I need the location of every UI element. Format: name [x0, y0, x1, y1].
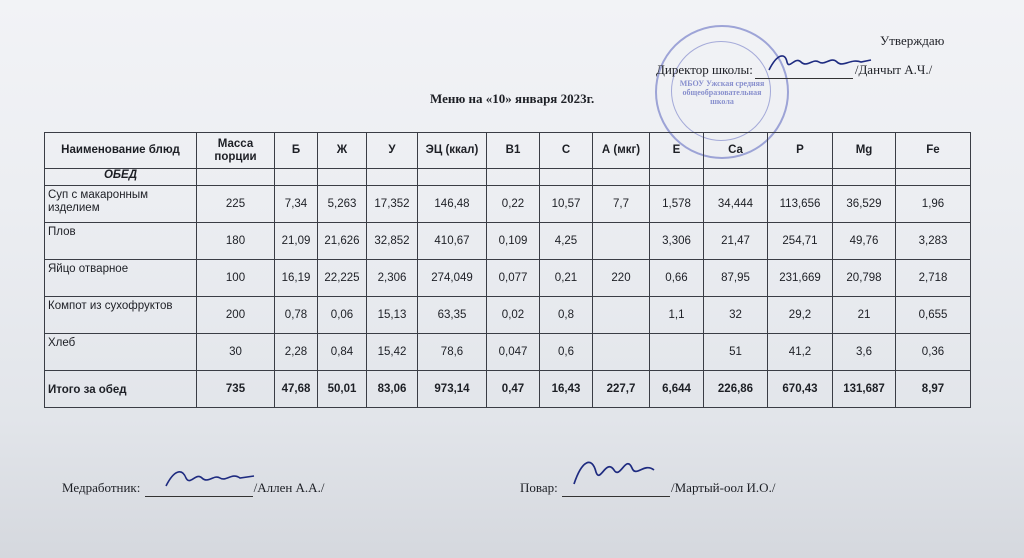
col-header: Mg	[833, 133, 896, 169]
dish-name: Компот из сухофруктов	[45, 297, 197, 334]
medic-label: Медработник:	[62, 480, 141, 495]
value-cell: 41,2	[768, 334, 833, 371]
col-header: Масса порции	[197, 133, 275, 169]
value-cell: 3,306	[650, 223, 704, 260]
dish-name: Хлеб	[45, 334, 197, 371]
dish-rows	[45, 186, 971, 408]
value-cell: 0,22	[487, 186, 540, 223]
value-cell: 3,6	[833, 334, 896, 371]
empty-cell	[367, 169, 418, 186]
value-cell: 0,6	[540, 334, 593, 371]
total-row	[45, 371, 971, 408]
empty-cell	[650, 169, 704, 186]
director-label: Директор школы:	[656, 62, 753, 77]
value-cell: 0,78	[275, 297, 318, 334]
col-header: Е	[650, 133, 704, 169]
value-cell: 50,01	[318, 371, 367, 408]
stamp-text: МБОУ Ужская средняя общеобразовательная школа	[679, 79, 765, 106]
value-cell: 3,283	[896, 223, 971, 260]
value-cell: 49,76	[833, 223, 896, 260]
value-cell: 21,47	[704, 223, 768, 260]
value-cell: 21,626	[318, 223, 367, 260]
value-cell: 34,444	[704, 186, 768, 223]
col-header: Са	[704, 133, 768, 169]
value-cell: 131,687	[833, 371, 896, 408]
value-cell: 0,06	[318, 297, 367, 334]
value-cell: 227,7	[593, 371, 650, 408]
empty-cell	[540, 169, 593, 186]
col-header: Р	[768, 133, 833, 169]
value-cell: 5,263	[318, 186, 367, 223]
table-row	[45, 260, 971, 297]
value-cell	[593, 334, 650, 371]
value-cell: 200	[197, 297, 275, 334]
value-cell: 0,8	[540, 297, 593, 334]
dish-name: Плов	[45, 223, 197, 260]
value-cell: 4,25	[540, 223, 593, 260]
dish-name: Суп с макаронным изделием	[45, 186, 197, 223]
col-header: Б	[275, 133, 318, 169]
medic-name: /Аллен А.А./	[253, 480, 325, 495]
cook-signature	[566, 450, 666, 490]
col-header: В1	[487, 133, 540, 169]
value-cell: 100	[197, 260, 275, 297]
section-label: ОБЕД	[45, 169, 197, 186]
value-cell: 0,02	[487, 297, 540, 334]
col-header: Наименование блюд	[45, 133, 197, 169]
empty-cell	[275, 169, 318, 186]
value-cell: 51	[704, 334, 768, 371]
value-cell: 32,852	[367, 223, 418, 260]
value-cell: 225	[197, 186, 275, 223]
value-cell: 10,57	[540, 186, 593, 223]
value-cell: 0,84	[318, 334, 367, 371]
col-header: ЭЦ (ккал)	[418, 133, 487, 169]
value-cell: 1,1	[650, 297, 704, 334]
value-cell: 220	[593, 260, 650, 297]
value-cell: 254,71	[768, 223, 833, 260]
table-row	[45, 334, 971, 371]
value-cell: 16,19	[275, 260, 318, 297]
value-cell: 670,43	[768, 371, 833, 408]
approve-label: Утверждаю	[880, 33, 945, 48]
value-cell: 146,48	[418, 186, 487, 223]
value-cell: 6,644	[650, 371, 704, 408]
value-cell: 32	[704, 297, 768, 334]
empty-cell	[418, 169, 487, 186]
value-cell: 78,6	[418, 334, 487, 371]
cook-name: /Мартый-оол И.О./	[671, 480, 776, 495]
value-cell: 2,718	[896, 260, 971, 297]
value-cell: 735	[197, 371, 275, 408]
value-cell: 180	[197, 223, 275, 260]
value-cell: 63,35	[418, 297, 487, 334]
value-cell: 47,68	[275, 371, 318, 408]
value-cell: 7,7	[593, 186, 650, 223]
value-cell: 15,42	[367, 334, 418, 371]
empty-cell	[487, 169, 540, 186]
value-cell: 8,97	[896, 371, 971, 408]
value-cell: 231,669	[768, 260, 833, 297]
value-cell	[593, 297, 650, 334]
value-cell: 15,13	[367, 297, 418, 334]
value-cell: 21,09	[275, 223, 318, 260]
value-cell: 36,529	[833, 186, 896, 223]
value-cell: 7,34	[275, 186, 318, 223]
medic-signature	[160, 462, 260, 492]
value-cell: 2,28	[275, 334, 318, 371]
value-cell: 0,36	[896, 334, 971, 371]
value-cell: 973,14	[418, 371, 487, 408]
value-cell: 17,352	[367, 186, 418, 223]
value-cell: 22,225	[318, 260, 367, 297]
table-row	[45, 297, 971, 334]
empty-cell	[318, 169, 367, 186]
value-cell	[650, 334, 704, 371]
col-header: Fe	[896, 133, 971, 169]
value-cell: 0,047	[487, 334, 540, 371]
col-header: А (мкг)	[593, 133, 650, 169]
value-cell: 0,47	[487, 371, 540, 408]
value-cell: 1,96	[896, 186, 971, 223]
value-cell: 1,578	[650, 186, 704, 223]
empty-cell	[896, 169, 971, 186]
empty-cell	[768, 169, 833, 186]
dish-name: Яйцо отварное	[45, 260, 197, 297]
value-cell	[593, 223, 650, 260]
menu-table	[44, 132, 971, 408]
total-label: Итого за обед	[45, 371, 197, 408]
value-cell: 29,2	[768, 297, 833, 334]
empty-cell	[593, 169, 650, 186]
value-cell: 87,95	[704, 260, 768, 297]
value-cell: 0,21	[540, 260, 593, 297]
value-cell: 21	[833, 297, 896, 334]
director-name: /Данчыт А.Ч./	[854, 62, 933, 77]
value-cell: 0,077	[487, 260, 540, 297]
value-cell: 226,86	[704, 371, 768, 408]
empty-cell	[833, 169, 896, 186]
section-row	[45, 169, 971, 186]
director-signature	[765, 48, 875, 78]
col-header: С	[540, 133, 593, 169]
value-cell: 410,67	[418, 223, 487, 260]
table-header-row	[45, 133, 971, 169]
value-cell: 0,66	[650, 260, 704, 297]
value-cell: 0,655	[896, 297, 971, 334]
value-cell: 83,06	[367, 371, 418, 408]
empty-cell	[704, 169, 768, 186]
value-cell: 20,798	[833, 260, 896, 297]
value-cell: 0,109	[487, 223, 540, 260]
page-title: Меню на «10» января 2023г.	[430, 91, 595, 106]
table-row	[45, 186, 971, 223]
value-cell: 2,306	[367, 260, 418, 297]
cook-label: Повар:	[520, 480, 558, 495]
col-header: У	[367, 133, 418, 169]
value-cell: 30	[197, 334, 275, 371]
value-cell: 16,43	[540, 371, 593, 408]
table-row	[45, 223, 971, 260]
col-header: Ж	[318, 133, 367, 169]
value-cell: 274,049	[418, 260, 487, 297]
value-cell: 113,656	[768, 186, 833, 223]
empty-cell	[197, 169, 275, 186]
